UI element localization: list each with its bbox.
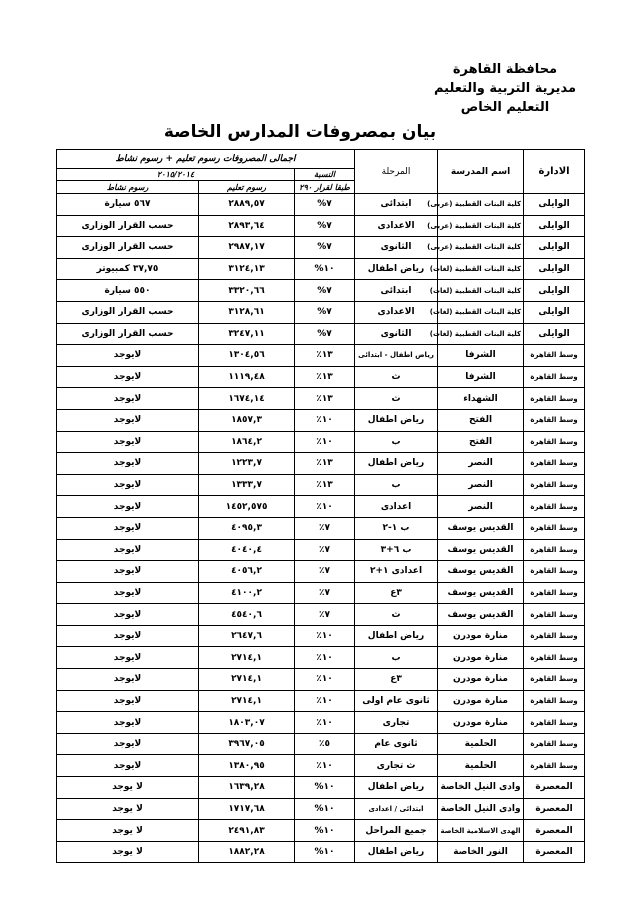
cell-ratio: ١٣٪ [295, 388, 355, 410]
table-row [57, 345, 585, 367]
table-row [57, 258, 585, 280]
table-row [57, 453, 585, 475]
table-row [57, 604, 585, 626]
cell-school: الفتح [438, 431, 524, 453]
cell-admin: الوايلى [524, 280, 585, 302]
cell-stage: ثانوى عام اولى [355, 690, 438, 712]
expenses-table [56, 149, 585, 863]
cell-activity: لايوجد [57, 647, 199, 669]
cell-activity: حسب القرار الوزارى [57, 323, 199, 345]
cell-stage: ابتدائى [355, 280, 438, 302]
cell-tuition: ٣٢٤٧,١١ [199, 323, 295, 345]
col-header-admin: الادارة [524, 150, 585, 194]
cell-admin: الوايلى [524, 301, 585, 323]
governorate-heading: محافظة القاهرة [452, 62, 558, 77]
cell-school: وادى النيل الخاصة [438, 798, 524, 820]
cell-stage: ب [355, 647, 438, 669]
cell-admin: المعصرة [524, 841, 585, 863]
cell-activity: لايوجد [57, 366, 199, 388]
cell-ratio: ١٠% [295, 820, 355, 842]
cell-admin: وسط القاهرة [524, 517, 585, 539]
cell-admin: وسط القاهرة [524, 647, 585, 669]
col-header-stage: المرحلة [355, 150, 438, 194]
cell-stage: ث [355, 366, 438, 388]
cell-tuition: ١٦٧٤,١٤ [199, 388, 295, 410]
table-row [57, 539, 585, 561]
col-header-school: اسم المدرسة [438, 150, 524, 194]
table-row [57, 388, 585, 410]
table-row [57, 841, 585, 863]
directorate-heading: مديرية التربية والتعليم [433, 81, 577, 96]
cell-tuition: ٢٧١٤,١ [199, 669, 295, 691]
table-row [57, 431, 585, 453]
cell-admin: وسط القاهرة [524, 366, 585, 388]
cell-ratio: ١٠٪ [295, 669, 355, 691]
cell-activity: ٣٧,٧٥ كمبيوتر [57, 258, 199, 280]
cell-school: كلية البنات القطبية (لغات) [438, 280, 524, 302]
cell-school: منارة مودرن [438, 647, 524, 669]
table-row [57, 496, 585, 518]
cell-tuition: ٣١٢٤,١٣ [199, 258, 295, 280]
cell-admin: الوايلى [524, 215, 585, 237]
table-row [57, 820, 585, 842]
cell-stage: رياض اطفال [355, 777, 438, 799]
cell-admin: المعصرة [524, 820, 585, 842]
cell-school: الشهداء [438, 388, 524, 410]
cell-stage: ب ٦+٣ [355, 539, 438, 561]
col-header-year: ٢٠١٥/٢٠١٤ [57, 169, 295, 181]
cell-activity: حسب القرار الوزارى [57, 301, 199, 323]
cell-admin: وسط القاهرة [524, 561, 585, 583]
cell-admin: وسط القاهرة [524, 625, 585, 647]
document-title: بيان بمصروفات المدارس الخاصة [163, 122, 437, 142]
cell-tuition: ٤٠٥٦,٢ [199, 561, 295, 583]
cell-school: كلية البنات القطبية (لغات) [438, 301, 524, 323]
cell-stage: ابتدائى / اعدادى [355, 798, 438, 820]
cell-admin: وسط القاهرة [524, 388, 585, 410]
cell-stage: ث تجارى [355, 755, 438, 777]
cell-ratio: ٧٪ [295, 604, 355, 626]
cell-school: الشرفا [438, 366, 524, 388]
cell-school: القديس يوسف [438, 539, 524, 561]
table-row [57, 712, 585, 734]
cell-tuition: ٤٠٤٠,٤ [199, 539, 295, 561]
cell-activity: لايوجد [57, 755, 199, 777]
table-row [57, 625, 585, 647]
cell-activity: لايوجد [57, 561, 199, 583]
cell-stage: الثانوى [355, 323, 438, 345]
cell-stage: ب [355, 431, 438, 453]
cell-activity: ٥٥٠ سيارة [57, 280, 199, 302]
table-row [57, 280, 585, 302]
table-row [57, 561, 585, 583]
cell-activity: لايوجد [57, 604, 199, 626]
cell-school: النور الخاصة [438, 841, 524, 863]
cell-ratio: ١٠٪ [295, 690, 355, 712]
cell-stage: ث [355, 604, 438, 626]
table-row [57, 301, 585, 323]
cell-activity: لايوجد [57, 453, 199, 475]
cell-activity: لايوجد [57, 690, 199, 712]
cell-ratio: ١٠٪ [295, 755, 355, 777]
table-row [57, 582, 585, 604]
cell-activity: لا يوجد [57, 841, 199, 863]
cell-school: الهدى الاسلامية الخاصة [438, 820, 524, 842]
cell-stage: تجارى [355, 712, 438, 734]
cell-tuition: ١٨٦٤,٢ [199, 431, 295, 453]
cell-tuition: ٢٨٨٩,٥٧ [199, 194, 295, 216]
cell-activity: لايوجد [57, 409, 199, 431]
cell-admin: وسط القاهرة [524, 496, 585, 518]
cell-stage: ابتدائى [355, 194, 438, 216]
cell-stage: ث [355, 388, 438, 410]
cell-ratio: ١٠٪ [295, 625, 355, 647]
cell-tuition: ١٤٥٢,٥٧٥ [199, 496, 295, 518]
cell-ratio: ٧% [295, 301, 355, 323]
table-row [57, 517, 585, 539]
cell-ratio: ٧% [295, 215, 355, 237]
cell-ratio: ١٠٪ [295, 496, 355, 518]
cell-school: الحلمية [438, 733, 524, 755]
cell-admin: وسط القاهرة [524, 539, 585, 561]
table-row [57, 237, 585, 259]
table-row [57, 647, 585, 669]
cell-tuition: ٣٣٢٠,٦٦ [199, 280, 295, 302]
cell-activity: لا يوجد [57, 820, 199, 842]
cell-stage: رياض اطفال [355, 453, 438, 475]
cell-tuition: ١٣٠٤,٥٦ [199, 345, 295, 367]
cell-admin: وسط القاهرة [524, 604, 585, 626]
cell-school: منارة مودرن [438, 625, 524, 647]
cell-stage: الاعدادى [355, 301, 438, 323]
cell-school: كلية البنات القطبية (عربى) [438, 237, 524, 259]
cell-admin: المعصرة [524, 777, 585, 799]
cell-admin: وسط القاهرة [524, 345, 585, 367]
cell-stage: ب [355, 474, 438, 496]
cell-ratio: ٥٪ [295, 733, 355, 755]
cell-tuition: ٢٧١٤,١ [199, 647, 295, 669]
cell-school: النصر [438, 474, 524, 496]
cell-tuition: ٤٥٤٠,٦ [199, 604, 295, 626]
cell-ratio: ٧% [295, 323, 355, 345]
cell-admin: وسط القاهرة [524, 733, 585, 755]
cell-ratio: ١٠٪ [295, 431, 355, 453]
cell-school: كلية البنات القطبية (عربى) [438, 194, 524, 216]
cell-tuition: ١٣٨٠,٩٥ [199, 755, 295, 777]
cell-school: الفتح [438, 409, 524, 431]
cell-tuition: ٢٤٩١,٨٣ [199, 820, 295, 842]
cell-school: وادى النيل الخاصة [438, 777, 524, 799]
cell-ratio: ١٣٪ [295, 366, 355, 388]
cell-activity: لايوجد [57, 431, 199, 453]
table-row [57, 669, 585, 691]
cell-activity: لايوجد [57, 712, 199, 734]
cell-stage: ب ١-٢ [355, 517, 438, 539]
cell-admin: الوايلى [524, 323, 585, 345]
cell-admin: وسط القاهرة [524, 755, 585, 777]
cell-ratio: ٧% [295, 280, 355, 302]
cell-school: القديس يوسف [438, 561, 524, 583]
cell-activity: حسب القرار الوزارى [57, 237, 199, 259]
cell-stage: رياض اطفال [355, 841, 438, 863]
cell-admin: وسط القاهرة [524, 453, 585, 475]
table-row [57, 777, 585, 799]
cell-admin: وسط القاهرة [524, 690, 585, 712]
cell-activity: لايوجد [57, 625, 199, 647]
table-row [57, 733, 585, 755]
cell-ratio: ٧٪ [295, 517, 355, 539]
cell-activity: لايوجد [57, 582, 199, 604]
cell-stage: رياض اطفال [355, 258, 438, 280]
cell-school: منارة مودرن [438, 712, 524, 734]
cell-tuition: ١٢٢٣,٧ [199, 453, 295, 475]
cell-school: كلية البنات القطبية (لغات) [438, 323, 524, 345]
table-row [57, 194, 585, 216]
cell-stage: ٣ع [355, 582, 438, 604]
cell-ratio: ١٣٪ [295, 453, 355, 475]
cell-activity: لايوجد [57, 669, 199, 691]
cell-stage: الاعدادى [355, 215, 438, 237]
cell-ratio: ١٣٪ [295, 345, 355, 367]
cell-school: كلية البنات القطبية (لغات) [438, 258, 524, 280]
cell-activity: لا يوجد [57, 798, 199, 820]
table-row [57, 409, 585, 431]
cell-activity: لايوجد [57, 474, 199, 496]
table-row [57, 366, 585, 388]
cell-tuition: ١٨٥٧,٣ [199, 409, 295, 431]
cell-ratio: ١٠٪ [295, 712, 355, 734]
cell-school: القديس يوسف [438, 582, 524, 604]
cell-tuition: ١٧١٧,٦٨ [199, 798, 295, 820]
department-heading: التعليم الخاص [460, 100, 550, 115]
cell-admin: وسط القاهرة [524, 409, 585, 431]
col-header-ratio: النسبة [295, 169, 355, 181]
cell-ratio: ٧٪ [295, 539, 355, 561]
cell-admin: وسط القاهرة [524, 669, 585, 691]
cell-tuition: ٢٧١٤,١ [199, 690, 295, 712]
cell-ratio: ١٠% [295, 258, 355, 280]
cell-stage: رياض اطفال [355, 625, 438, 647]
cell-activity: لايوجد [57, 388, 199, 410]
col-header-tuition: رسوم تعليم [199, 181, 295, 194]
cell-tuition: ٤٠٩٥,٣ [199, 517, 295, 539]
cell-activity: لايوجد [57, 517, 199, 539]
cell-tuition: ٢٩٨٧,١٧ [199, 237, 295, 259]
cell-ratio: ١٠٪ [295, 409, 355, 431]
cell-activity: حسب القرار الوزارى [57, 215, 199, 237]
cell-school: منارة مودرن [438, 669, 524, 691]
table-row [57, 798, 585, 820]
cell-admin: الوايلى [524, 258, 585, 280]
table-row [57, 323, 585, 345]
cell-tuition: ٢٦٤٧,٦ [199, 625, 295, 647]
cell-stage: رياض اطفال [355, 409, 438, 431]
cell-tuition: ١٦٣٩,٢٨ [199, 777, 295, 799]
cell-stage: اعدادى ١+٢ [355, 561, 438, 583]
cell-activity: لايوجد [57, 496, 199, 518]
cell-ratio: ١٠% [295, 777, 355, 799]
cell-school: القديس يوسف [438, 517, 524, 539]
cell-stage: ٣ع [355, 669, 438, 691]
table-row [57, 755, 585, 777]
cell-admin: وسط القاهرة [524, 582, 585, 604]
col-header-decree: طبقا لقرار ٢٩٠ [295, 181, 355, 194]
cell-tuition: ١٨٨٢,٢٨ [199, 841, 295, 863]
cell-activity: لايوجد [57, 345, 199, 367]
cell-tuition: ١٨٠٣,٠٧ [199, 712, 295, 734]
cell-stage: الثانوى [355, 237, 438, 259]
cell-admin: وسط القاهرة [524, 712, 585, 734]
cell-tuition: ٢٨٩٣,٦٤ [199, 215, 295, 237]
cell-ratio: ٧٪ [295, 582, 355, 604]
table-row [57, 474, 585, 496]
cell-ratio: ١٠% [295, 798, 355, 820]
cell-school: الحلمية [438, 755, 524, 777]
col-header-activity: رسوم نشاط [57, 181, 199, 194]
cell-ratio: ٧% [295, 194, 355, 216]
cell-admin: وسط القاهرة [524, 474, 585, 496]
cell-tuition: ٤١٠٠,٢ [199, 582, 295, 604]
cell-ratio: ٧% [295, 237, 355, 259]
cell-stage: ثانوى عام [355, 733, 438, 755]
cell-tuition: ٣٩٦٧,٠٥ [199, 733, 295, 755]
cell-stage: اعدادى [355, 496, 438, 518]
cell-school: منارة مودرن [438, 690, 524, 712]
cell-school: كلية البنات القطبية (عربى) [438, 215, 524, 237]
cell-admin: الوايلى [524, 237, 585, 259]
cell-tuition: ١٣٣٣,٧ [199, 474, 295, 496]
cell-ratio: ٧٪ [295, 561, 355, 583]
table-row [57, 215, 585, 237]
col-header-total: اجمالى المصروفات رسوم تعليم + رسوم نشاط [57, 150, 355, 169]
cell-stage: جميع المراحل [355, 820, 438, 842]
cell-admin: المعصرة [524, 798, 585, 820]
cell-stage: رياض اطفال - ابتدائى [355, 345, 438, 367]
cell-activity: لايوجد [57, 733, 199, 755]
cell-ratio: ١٠% [295, 841, 355, 863]
cell-school: النصر [438, 453, 524, 475]
cell-admin: الوايلى [524, 194, 585, 216]
cell-school: القديس يوسف [438, 604, 524, 626]
cell-tuition: ٣١٢٨,٦١ [199, 301, 295, 323]
cell-activity: لا يوجد [57, 777, 199, 799]
cell-ratio: ١٣٪ [295, 474, 355, 496]
cell-admin: وسط القاهرة [524, 431, 585, 453]
table-row [57, 690, 585, 712]
cell-ratio: ١٠٪ [295, 647, 355, 669]
cell-activity: لايوجد [57, 539, 199, 561]
cell-activity: ٥٦٧ سيارة [57, 194, 199, 216]
cell-tuition: ١١١٩,٤٨ [199, 366, 295, 388]
cell-school: النصر [438, 496, 524, 518]
cell-school: الشرفا [438, 345, 524, 367]
